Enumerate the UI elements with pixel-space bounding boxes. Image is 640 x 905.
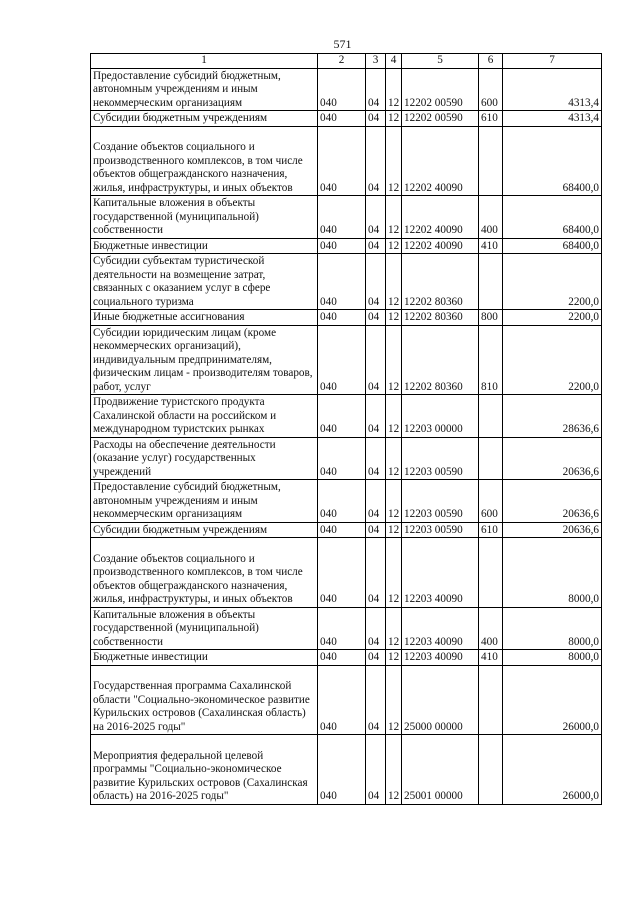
row-target-cell: 12202 80360 [402, 254, 479, 310]
table-row [91, 126, 602, 196]
row-subsection-cell: 12 [386, 735, 402, 805]
row-target-cell: 12202 00590 [402, 68, 479, 111]
table-row [91, 607, 602, 650]
row-exptype-cell [479, 395, 503, 438]
row-exptype-cell [479, 735, 503, 805]
row-subsection-cell: 12 [386, 111, 402, 127]
row-section-cell: 04 [366, 68, 386, 111]
header-col-1: 1 [91, 54, 318, 69]
row-exptype-cell: 610 [479, 111, 503, 127]
row-exptype-cell: 600 [479, 68, 503, 111]
row-name-cell: Расходы на обеспечение деятельности (оказание услуг) государственных учреждений [91, 437, 318, 480]
row-section-cell: 04 [366, 480, 386, 523]
row-exptype-cell [479, 126, 503, 196]
row-section-cell: 04 [366, 735, 386, 805]
row-admin-cell: 040 [318, 522, 366, 538]
row-amount-cell: 8000,0 [503, 607, 602, 650]
budget-table [90, 53, 602, 805]
row-target-cell: 25000 00000 [402, 665, 479, 735]
row-exptype-cell [479, 538, 503, 608]
row-subsection-cell: 12 [386, 254, 402, 310]
table-row [91, 538, 602, 608]
row-exptype-cell [479, 254, 503, 310]
header-col-4: 4 [386, 54, 402, 69]
row-exptype-cell: 410 [479, 650, 503, 666]
row-section-cell: 04 [366, 650, 386, 666]
row-amount-cell: 28636,6 [503, 395, 602, 438]
row-section-cell: 04 [366, 126, 386, 196]
row-name-cell: Бюджетные инвестиции [91, 650, 318, 666]
table-row [91, 650, 602, 666]
row-target-cell: 12203 00590 [402, 437, 479, 480]
row-amount-cell: 26000,0 [503, 735, 602, 805]
row-amount-cell: 4313,4 [503, 111, 602, 127]
table-row [91, 310, 602, 326]
row-amount-cell: 68400,0 [503, 238, 602, 254]
row-exptype-cell: 400 [479, 607, 503, 650]
row-name-cell: Субсидии бюджетным учреждениям [91, 522, 318, 538]
row-name-cell: Мероприятия федеральной целевой программы "Социально-экономическое развитие Курильских островов (Сахалинская область) на 2016-2025 годы" [91, 735, 318, 805]
row-admin-cell: 040 [318, 111, 366, 127]
table-row [91, 437, 602, 480]
row-section-cell: 04 [366, 111, 386, 127]
row-admin-cell: 040 [318, 196, 366, 239]
table-row [91, 196, 602, 239]
row-target-cell: 12202 80360 [402, 310, 479, 326]
row-subsection-cell: 12 [386, 325, 402, 395]
table-row [91, 111, 602, 127]
table-row [91, 735, 602, 805]
row-name-cell: Создание объектов социального и производственного комплексов, в том числе объектов общегражданского назначения, жилья, инфраструктуры, и иных объектов [91, 538, 318, 608]
row-exptype-cell [479, 665, 503, 735]
row-target-cell: 12202 40090 [402, 126, 479, 196]
table-row [91, 665, 602, 735]
row-amount-cell: 68400,0 [503, 196, 602, 239]
row-name-cell: Субсидии бюджетным учреждениям [91, 111, 318, 127]
table-row [91, 480, 602, 523]
row-section-cell: 04 [366, 538, 386, 608]
row-name-cell: Предоставление субсидий бюджетным, автономным учреждениям и иным некоммерческим организациям [91, 68, 318, 111]
row-admin-cell: 040 [318, 437, 366, 480]
table-row [91, 254, 602, 310]
row-amount-cell: 2200,0 [503, 254, 602, 310]
row-target-cell: 12203 40090 [402, 650, 479, 666]
row-subsection-cell: 12 [386, 650, 402, 666]
row-target-cell: 12202 40090 [402, 196, 479, 239]
row-section-cell: 04 [366, 437, 386, 480]
row-subsection-cell: 12 [386, 126, 402, 196]
row-admin-cell: 040 [318, 735, 366, 805]
row-section-cell: 04 [366, 665, 386, 735]
row-target-cell: 12202 80360 [402, 325, 479, 395]
row-name-cell: Продвижение туристского продукта Сахалинской области на российском и международном туристских рынках [91, 395, 318, 438]
row-amount-cell: 26000,0 [503, 665, 602, 735]
page-number: 571 [333, 37, 352, 51]
row-admin-cell: 040 [318, 395, 366, 438]
row-exptype-cell: 400 [479, 196, 503, 239]
row-name-cell: Субсидии юридическим лицам (кроме некоммерческих организаций), индивидуальным предпринимателям, физическим лицам - производителям товаров, работ, услуг [91, 325, 318, 395]
row-subsection-cell: 12 [386, 437, 402, 480]
table-row [91, 325, 602, 395]
header-col-6: 6 [479, 54, 503, 69]
row-admin-cell: 040 [318, 238, 366, 254]
row-exptype-cell: 600 [479, 480, 503, 523]
row-subsection-cell: 12 [386, 395, 402, 438]
header-col-5: 5 [402, 54, 479, 69]
row-admin-cell: 040 [318, 325, 366, 395]
row-admin-cell: 040 [318, 650, 366, 666]
row-name-cell: Создание объектов социального и производственного комплексов, в том числе объектов общегражданского назначения, жилья, инфраструктуры, и иных объектов [91, 126, 318, 196]
row-name-cell: Иные бюджетные ассигнования [91, 310, 318, 326]
row-section-cell: 04 [366, 522, 386, 538]
row-target-cell: 25001 00000 [402, 735, 479, 805]
header-col-2: 2 [318, 54, 366, 69]
row-target-cell: 12202 40090 [402, 238, 479, 254]
row-amount-cell: 68400,0 [503, 126, 602, 196]
row-name-cell: Капитальные вложения в объекты государственной (муниципальной) собственности [91, 196, 318, 239]
row-amount-cell: 8000,0 [503, 538, 602, 608]
row-exptype-cell [479, 437, 503, 480]
row-target-cell: 12203 00590 [402, 480, 479, 523]
row-subsection-cell: 12 [386, 665, 402, 735]
row-amount-cell: 20636,6 [503, 480, 602, 523]
table-row [91, 68, 602, 111]
row-subsection-cell: 12 [386, 238, 402, 254]
row-section-cell: 04 [366, 395, 386, 438]
row-amount-cell: 2200,0 [503, 310, 602, 326]
header-col-3: 3 [366, 54, 386, 69]
header-row [91, 54, 602, 69]
row-admin-cell: 040 [318, 254, 366, 310]
row-admin-cell: 040 [318, 538, 366, 608]
row-target-cell: 12203 00590 [402, 522, 479, 538]
row-target-cell: 12203 00000 [402, 395, 479, 438]
row-amount-cell: 8000,0 [503, 650, 602, 666]
row-exptype-cell: 410 [479, 238, 503, 254]
row-subsection-cell: 12 [386, 196, 402, 239]
row-name-cell: Бюджетные инвестиции [91, 238, 318, 254]
row-admin-cell: 040 [318, 68, 366, 111]
row-amount-cell: 2200,0 [503, 325, 602, 395]
row-subsection-cell: 12 [386, 480, 402, 523]
row-section-cell: 04 [366, 310, 386, 326]
row-name-cell: Капитальные вложения в объекты государственной (муниципальной) собственности [91, 607, 318, 650]
row-admin-cell: 040 [318, 480, 366, 523]
row-target-cell: 12202 00590 [402, 111, 479, 127]
row-target-cell: 12203 40090 [402, 607, 479, 650]
row-exptype-cell: 610 [479, 522, 503, 538]
row-subsection-cell: 12 [386, 310, 402, 326]
row-subsection-cell: 12 [386, 522, 402, 538]
row-section-cell: 04 [366, 196, 386, 239]
row-section-cell: 04 [366, 254, 386, 310]
table-row [91, 395, 602, 438]
row-section-cell: 04 [366, 607, 386, 650]
row-amount-cell: 20636,6 [503, 437, 602, 480]
row-section-cell: 04 [366, 325, 386, 395]
row-admin-cell: 040 [318, 126, 366, 196]
row-subsection-cell: 12 [386, 68, 402, 111]
table-row [91, 522, 602, 538]
row-amount-cell: 4313,4 [503, 68, 602, 111]
row-name-cell: Государственная программа Сахалинской области "Социально-экономическое развитие Курильских островов (Сахалинская область) на 2016-2025 годы" [91, 665, 318, 735]
row-subsection-cell: 12 [386, 538, 402, 608]
row-admin-cell: 040 [318, 665, 366, 735]
header-col-7: 7 [503, 54, 602, 69]
row-admin-cell: 040 [318, 310, 366, 326]
row-exptype-cell: 800 [479, 310, 503, 326]
row-name-cell: Предоставление субсидий бюджетным, автономным учреждениям и иным некоммерческим организациям [91, 480, 318, 523]
table-row [91, 238, 602, 254]
row-amount-cell: 20636,6 [503, 522, 602, 538]
row-admin-cell: 040 [318, 607, 366, 650]
row-subsection-cell: 12 [386, 607, 402, 650]
row-name-cell: Субсидии субъектам туристической деятельности на возмещение затрат, связанных с оказанием услуг в сфере социального туризма [91, 254, 318, 310]
row-section-cell: 04 [366, 238, 386, 254]
row-target-cell: 12203 40090 [402, 538, 479, 608]
row-exptype-cell: 810 [479, 325, 503, 395]
